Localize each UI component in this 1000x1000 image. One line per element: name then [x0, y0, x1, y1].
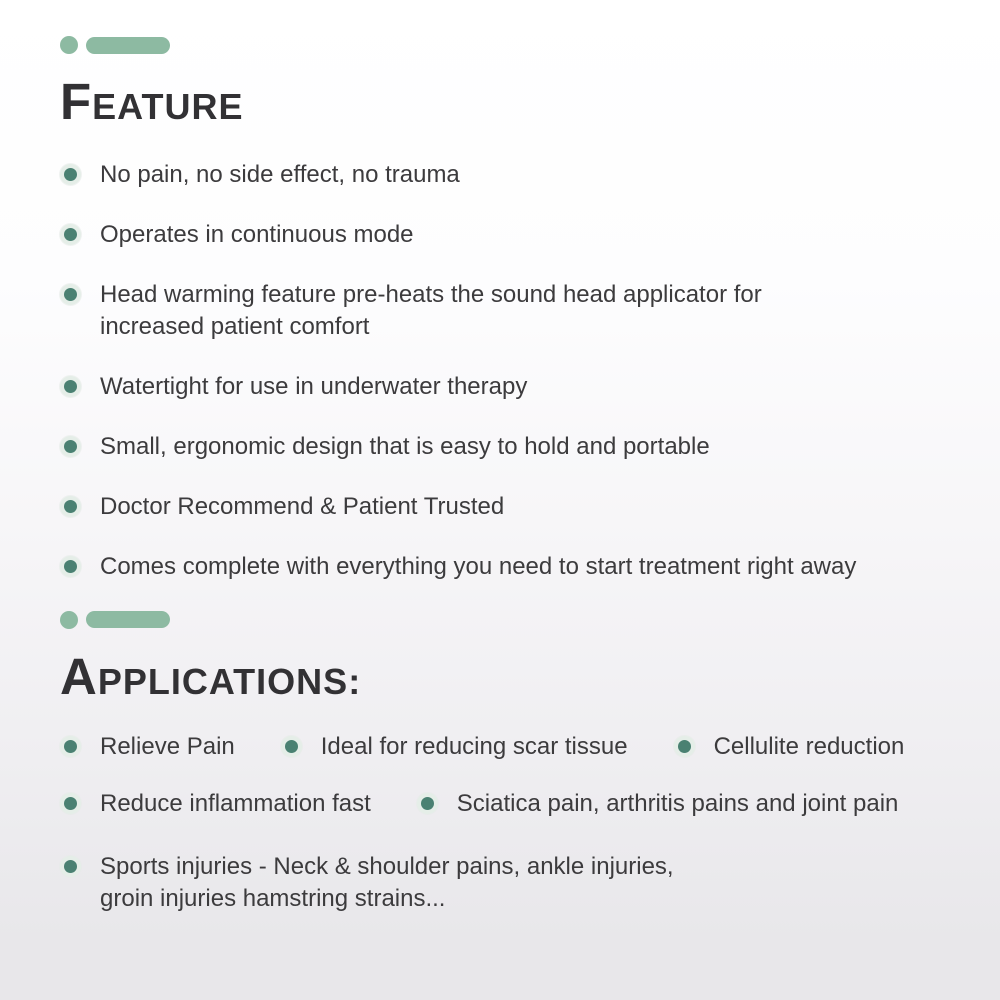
bullet-icon [417, 793, 438, 814]
list-item [60, 159, 964, 191]
item-line: Comes complete with everything you need to start treatment right away [100, 552, 857, 580]
decor-bar-icon [86, 611, 170, 628]
list-item [60, 371, 964, 403]
item-text [100, 279, 762, 343]
item-line: Reduce inflammation fast [100, 790, 371, 818]
list-item [417, 788, 899, 820]
list-item [60, 219, 964, 251]
list-item [674, 731, 905, 763]
bullet-icon [60, 224, 81, 245]
bullet-icon [674, 736, 695, 757]
item-text [100, 159, 460, 191]
applications-list [60, 731, 964, 915]
bullet-icon [60, 556, 81, 577]
list-item [60, 551, 964, 583]
item-line: Sciatica pain, arthritis pains and joint pain [456, 790, 899, 818]
item-line: No pain, no side effect, no trauma [100, 160, 460, 188]
section-decor [60, 611, 964, 629]
list-item [60, 851, 674, 915]
item-text [100, 551, 856, 583]
item-text [100, 219, 414, 251]
item-line: Sports injuries - Neck & shoulder pains, ankle injuries, [100, 853, 674, 881]
item-text [714, 731, 905, 763]
list-item [60, 788, 371, 820]
bullet-icon [60, 164, 81, 185]
list-item [60, 279, 964, 343]
bullet-icon [60, 376, 81, 397]
item-line: Cellulite reduction [713, 733, 905, 761]
applications-section [60, 611, 964, 916]
item-line: Small, ergonomic design that is easy to hold and portable [100, 432, 710, 460]
bullet-icon [60, 736, 81, 757]
bullet-icon [60, 856, 81, 877]
applications-row [60, 851, 964, 915]
list-item [60, 431, 964, 463]
decor-bar-icon [86, 37, 170, 54]
item-text [100, 851, 674, 915]
decor-dot-icon [60, 36, 78, 54]
bullet-icon [60, 284, 81, 305]
item-text [321, 731, 628, 763]
list-item [281, 731, 628, 763]
section-decor [60, 36, 964, 54]
applications-row [60, 788, 964, 820]
item-line: Ideal for reducing scar tissue [320, 733, 628, 761]
feature-section [60, 36, 964, 583]
decor-dot-icon [60, 611, 78, 629]
bullet-icon [60, 793, 81, 814]
item-text [100, 731, 235, 763]
item-text [100, 491, 504, 523]
item-line: Relieve Pain [100, 733, 235, 761]
item-text [100, 371, 527, 403]
item-text [100, 431, 710, 463]
feature-title: FEATURE [60, 73, 244, 130]
list-item [60, 491, 964, 523]
item-text [457, 788, 899, 820]
item-text [100, 788, 371, 820]
item-line: Watertight for use in underwater therapy [100, 372, 528, 400]
bullet-icon [281, 736, 302, 757]
feature-list [60, 159, 964, 583]
bullet-icon [60, 436, 81, 457]
applications-row [60, 731, 964, 763]
bullet-icon [60, 496, 81, 517]
list-item [60, 731, 235, 763]
item-line: Head warming feature pre-heats the sound head applicator for [100, 280, 762, 308]
item-line: Operates in continuous mode [100, 220, 414, 248]
item-line: increased patient comfort [100, 312, 370, 340]
item-line: Doctor Recommend & Patient Trusted [100, 492, 505, 520]
applications-title: APPLICATIONS: [60, 647, 362, 705]
item-line: groin injuries hamstring strains... [100, 885, 446, 913]
